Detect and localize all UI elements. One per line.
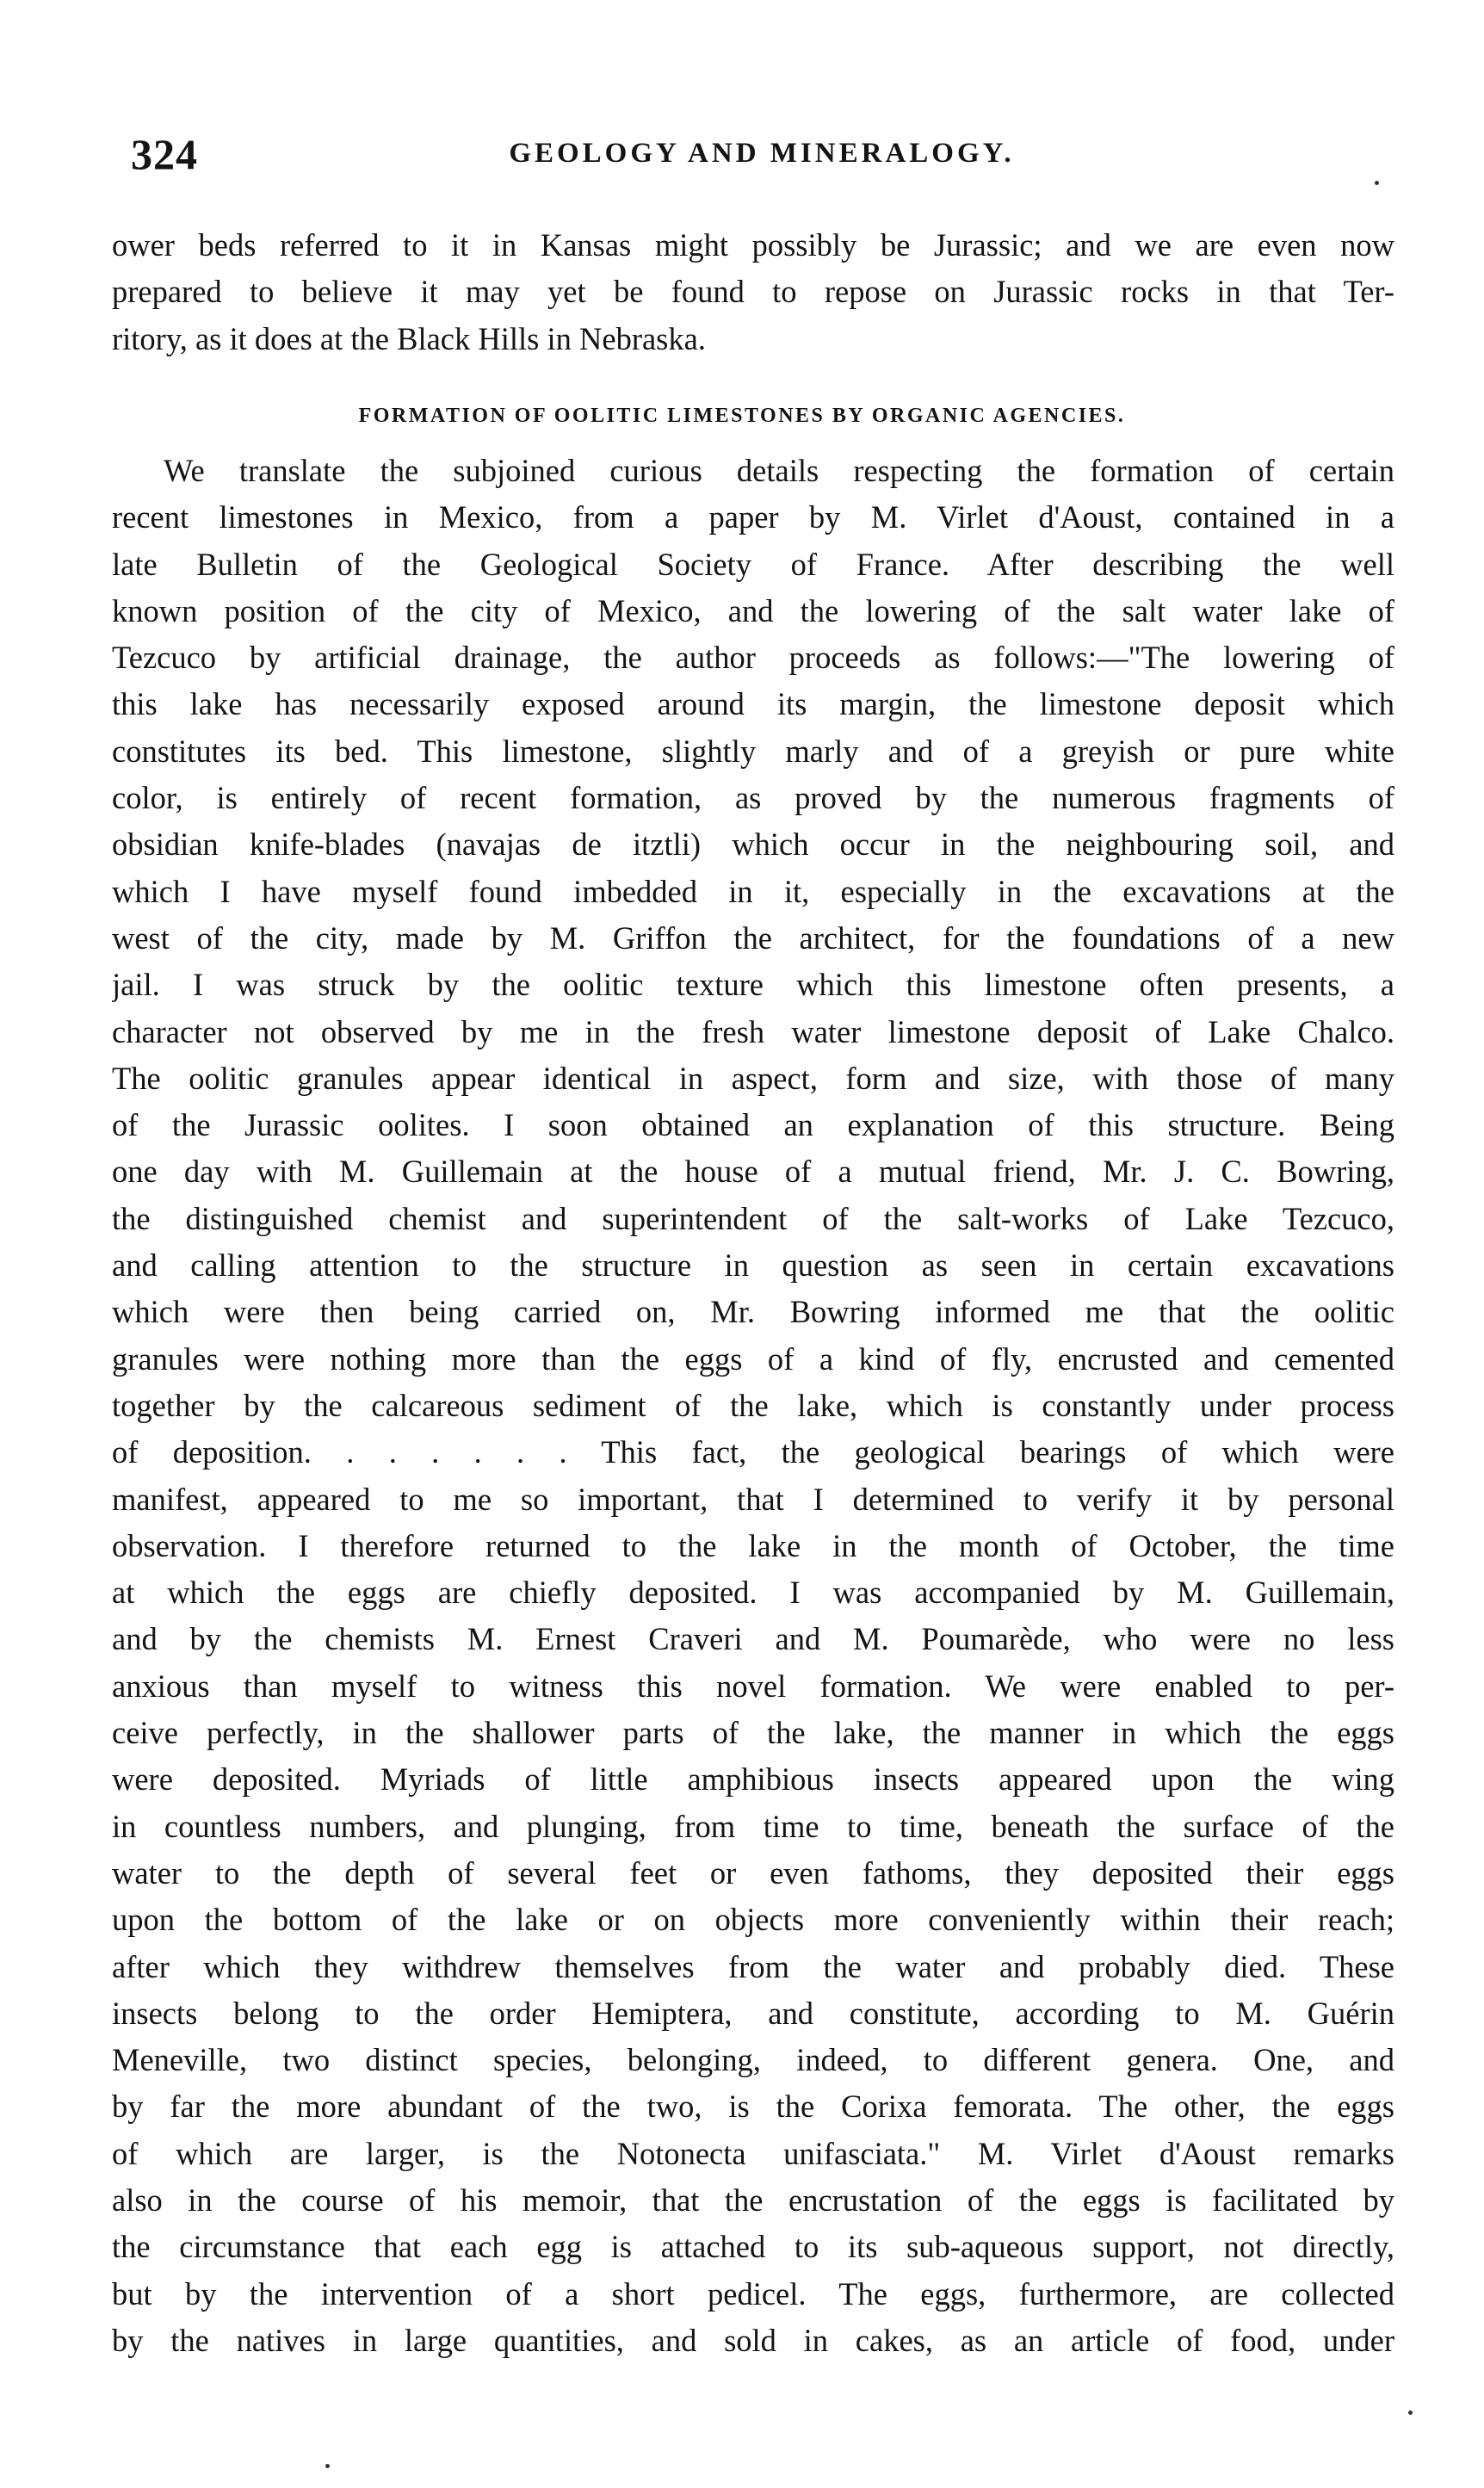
text-line: known position of the city of Mexico, and the lowering of the salt water lake of: [112, 592, 1394, 628]
text-line: water to the depth of several feet or even fathoms, they deposited their eggs: [112, 1854, 1394, 1891]
text-line: the distinguished chemist and superintendent of the salt-works of Lake Tezcuco,: [112, 1200, 1394, 1236]
page-number: 324: [131, 130, 198, 178]
text-line: constitutes its bed. This limestone, slightly marly and of a greyish or pure white: [112, 733, 1394, 769]
text-line: but by the intervention of a short pedicel. The eggs, furthermore, are collected: [112, 2275, 1394, 2312]
text-line: of which are larger, is the Notonecta unifasciata." M. Virlet d'Aoust remarks: [112, 2135, 1394, 2171]
text-line: ceive perfectly, in the shallower parts of the lake, the manner in which the eggs: [112, 1715, 1394, 1751]
text-line: by the natives in large quantities, and sold in cakes, as an article of food, under: [112, 2322, 1394, 2358]
text-line: which were then being carried on, Mr. Bowring informed me that the oolitic: [112, 1294, 1394, 1330]
section-heading: FORMATION OF OOLITIC LIMESTONES BY ORGANIC AGENCIES.: [358, 405, 1126, 427]
text-line: upon the bottom of the lake or on objects more conveniently within their reach;: [112, 1902, 1394, 1938]
text-line: by far the more abundant of the two, is the Corixa femorata. The other, the eggs: [112, 2089, 1394, 2125]
body-paragraph: [112, 448, 1394, 2364]
text-line: in countless numbers, and plunging, from time to time, beneath the surface of the: [112, 1808, 1394, 1844]
text-line: Meneville, two distinct species, belonging, indeed, to different genera. One, and: [112, 2042, 1394, 2078]
running-head: GEOLOGY AND MINERALOGY.: [509, 138, 1015, 169]
print-speck: [1408, 2411, 1413, 2415]
text-line: granules were nothing more than the eggs of a kind of fly, encrusted and cemented: [112, 1340, 1394, 1377]
text-line: observation. I therefore returned to the lake in the month of October, the time: [112, 1527, 1394, 1563]
print-speck: [1375, 181, 1379, 185]
text-line: together by the calcareous sediment of the lake, which is constantly under process: [112, 1387, 1394, 1423]
text-line: of deposition. . . . . . . This fact, the geological bearings of which were: [112, 1434, 1394, 1470]
text-line: west of the city, made by M. Griffon the architect, for the foundations of a new: [112, 919, 1394, 956]
text-line: color, is entirely of recent formation, as proved by the numerous fragments of: [112, 780, 1394, 816]
text-line: and calling attention to the structure in question as seen in certain excavations: [112, 1247, 1394, 1284]
text-line: character not observed by me in the fresh water limestone deposit of Lake Chalco.: [112, 1013, 1394, 1049]
text-line: were deposited. Myriads of little amphibious insects appeared upon the wing: [112, 1761, 1394, 1798]
text-line: manifest, appeared to me so important, that I determined to verify it by personal: [112, 1481, 1394, 1517]
print-speck: [325, 2464, 330, 2468]
text-line: the circumstance that each egg is attached to its sub-aqueous support, not directly,: [112, 2229, 1394, 2265]
text-line: of the Jurassic oolites. I soon obtained an explanation of this structure. Being: [112, 1107, 1394, 1143]
text-line: one day with M. Guillemain at the house of a mutual friend, Mr. J. C. Bowring,: [112, 1154, 1394, 1190]
text-line: at which the eggs are chiefly deposited. I was accompanied by M. Guillemain,: [112, 1575, 1394, 1611]
text-line: ritory, as it does at the Black Hills in Nebraska.: [112, 320, 706, 356]
text-line: this lake has necessarily exposed around its margin, the limestone deposit which: [112, 686, 1394, 722]
text-line: The oolitic granules appear identical in aspect, form and size, with those of many: [112, 1060, 1394, 1096]
text-line: late Bulletin of the Geological Society of France. After describing the well: [112, 546, 1394, 582]
text-line: anxious than myself to witness this novel formation. We were enabled to per-: [112, 1668, 1394, 1704]
text-line: ower beds referred to it in Kansas might possibly be Jurassic; and we are even now: [112, 227, 1394, 263]
continuation-paragraph: [112, 222, 1394, 362]
text-line: and by the chemists M. Ernest Craveri and M. Poumarède, who were no less: [112, 1621, 1394, 1657]
text-line: insects belong to the order Hemiptera, and constitute, according to M. Guérin: [112, 1995, 1394, 2031]
text-line: Tezcuco by artificial drainage, the author proceeds as follows:—"The lowering of: [112, 640, 1394, 676]
text-line: also in the course of his memoir, that the encrustation of the eggs is facilitated by: [112, 2182, 1394, 2218]
text-line: which I have myself found imbedded in it, especially in the excavations at the: [112, 873, 1394, 909]
text-line: We translate the subjoined curious details respecting the formation of certain: [164, 453, 1394, 488]
text-line: obsidian knife-blades (navajas de itztli) which occur in the neighbouring soil, and: [112, 826, 1394, 863]
page-header: [103, 129, 1420, 189]
text-line: prepared to believe it may yet be found to repose on Jurassic rocks in that Ter-: [112, 274, 1394, 310]
text-line: after which they withdrew themselves from the water and probably died. These: [112, 1948, 1394, 1984]
text-line: recent limestones in Mexico, from a paper by M. Virlet d'Aoust, contained in a: [112, 499, 1394, 535]
text-line: jail. I was struck by the oolitic texture which this limestone often presents, a: [112, 967, 1394, 1003]
